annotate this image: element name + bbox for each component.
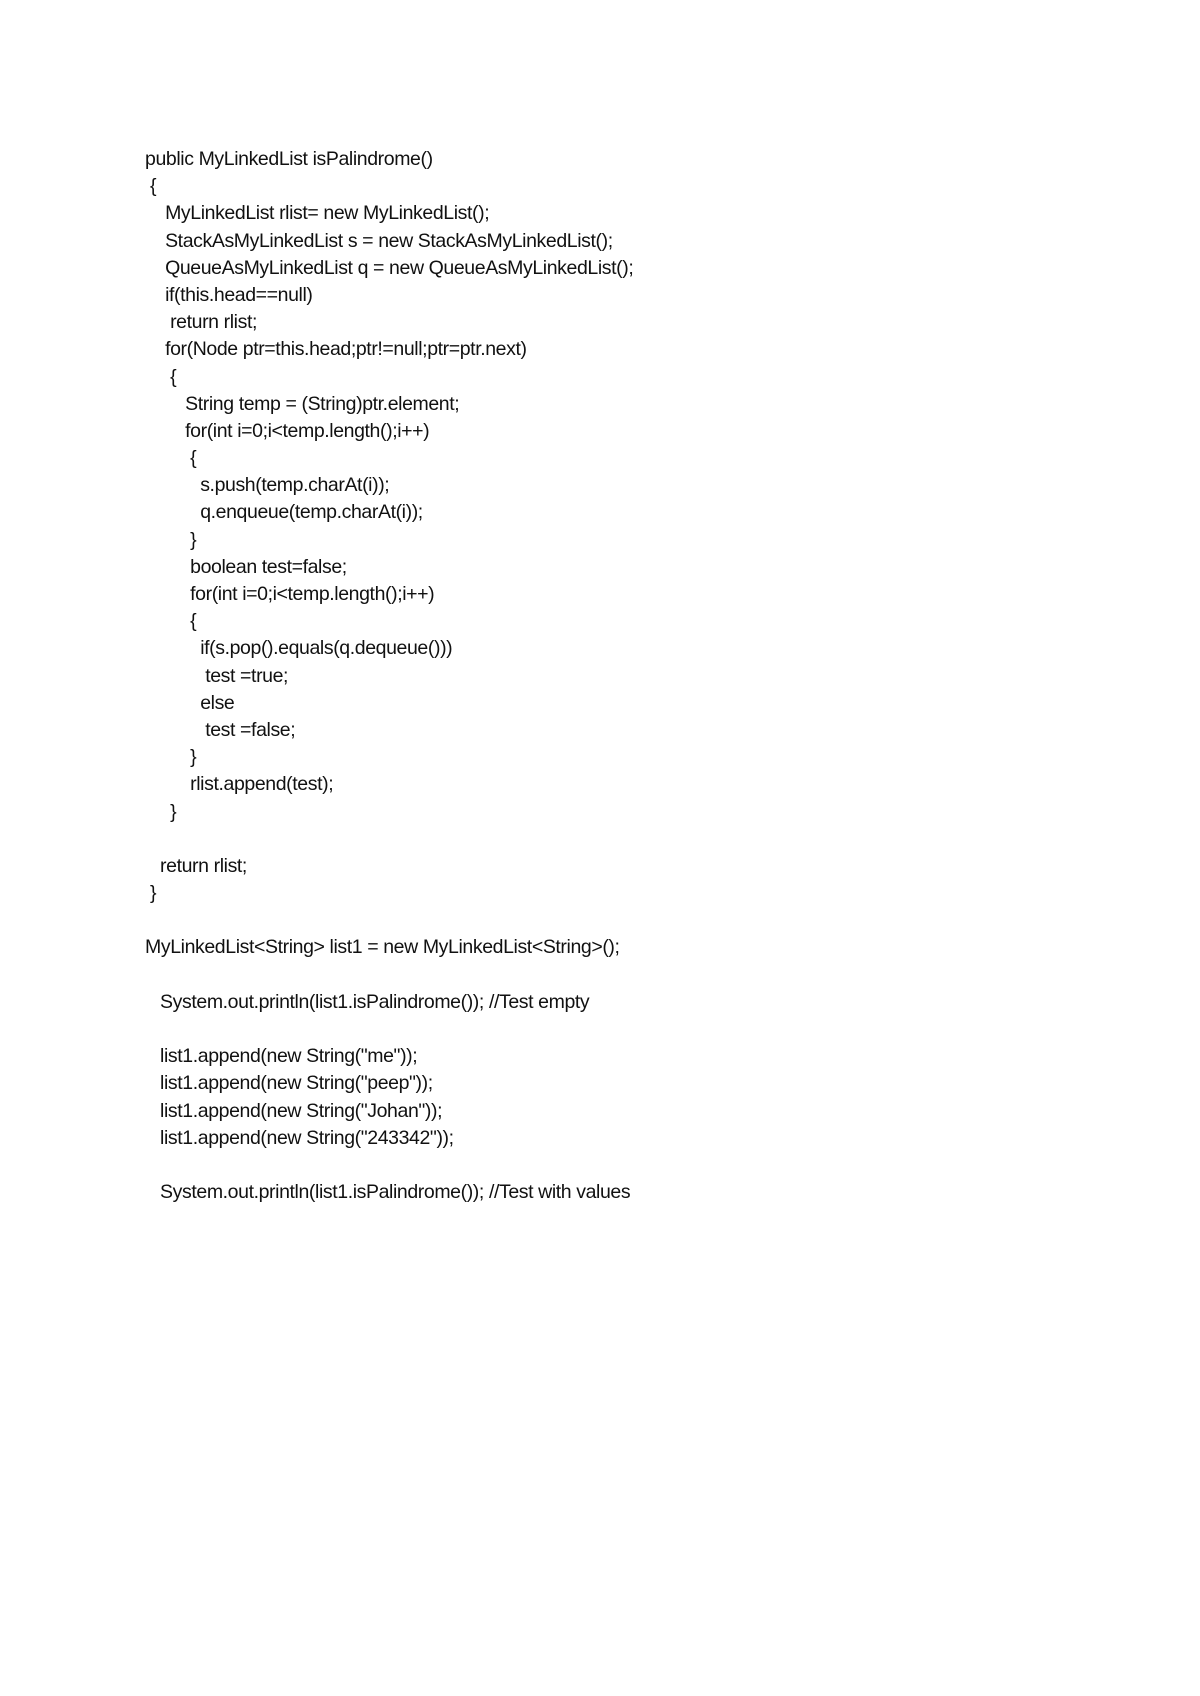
code-line: System.out.println(list1.isPalindrome()); //Test empty: [145, 990, 590, 1013]
code-line: return rlist;: [145, 311, 257, 334]
code-line: list1.append(new String("me"));: [145, 1045, 418, 1068]
code-line: {: [145, 610, 197, 633]
code-line: rlist.append(test);: [145, 773, 334, 796]
code-line: list1.append(new String("243342"));: [145, 1126, 454, 1149]
code-line: for(int i=0;i<temp.length();i++): [145, 419, 430, 442]
code-line: [145, 1016, 1045, 1043]
code-line: for(int i=0;i<temp.length();i++): [145, 583, 435, 605]
code-line: StackAsMyLinkedList s = new StackAsMyLinkedList();: [145, 229, 613, 252]
code-line: System.out.println(list1.isPalindrome()); //Test with values: [145, 1181, 631, 1204]
code-line: if(s.pop().equals(q.dequeue())): [145, 637, 453, 660]
code-line: {: [145, 175, 157, 198]
code-line: public MyLinkedList isPalindrome(): [145, 148, 433, 170]
code-line: MyLinkedList rlist= new MyLinkedList();: [145, 202, 490, 225]
code-line: [145, 907, 1045, 934]
code-line: return rlist;: [145, 854, 247, 877]
code-listing: [145, 146, 1045, 1206]
code-line: QueueAsMyLinkedList q = new QueueAsMyLinkedList();: [145, 256, 634, 279]
code-line: test =true;: [145, 664, 289, 687]
code-line: list1.append(new String("peep"));: [145, 1072, 433, 1095]
code-line: if(this.head==null): [145, 283, 313, 306]
code-line: boolean test=false;: [145, 555, 347, 578]
code-line: [145, 826, 1045, 853]
code-line: String temp = (String)ptr.element;: [145, 392, 460, 415]
code-line: MyLinkedList<String> list1 = new MyLinkedList<String>();: [145, 936, 620, 959]
code-line: [145, 1152, 1045, 1179]
code-line: {: [145, 365, 177, 388]
code-line: }: [145, 528, 197, 551]
code-line: [145, 962, 1045, 989]
code-line: }: [145, 800, 177, 823]
code-line: q.enqueue(temp.charAt(i));: [145, 501, 423, 524]
code-line: list1.append(new String("Johan"));: [145, 1099, 443, 1122]
code-line: s.push(temp.charAt(i));: [145, 474, 390, 497]
code-line: for(Node ptr=this.head;ptr!=null;ptr=ptr.next): [145, 338, 527, 361]
code-line: {: [145, 447, 197, 470]
code-line: test =false;: [145, 718, 296, 741]
code-line: }: [145, 746, 197, 769]
code-line: else: [145, 691, 235, 714]
code-line: }: [145, 882, 157, 905]
